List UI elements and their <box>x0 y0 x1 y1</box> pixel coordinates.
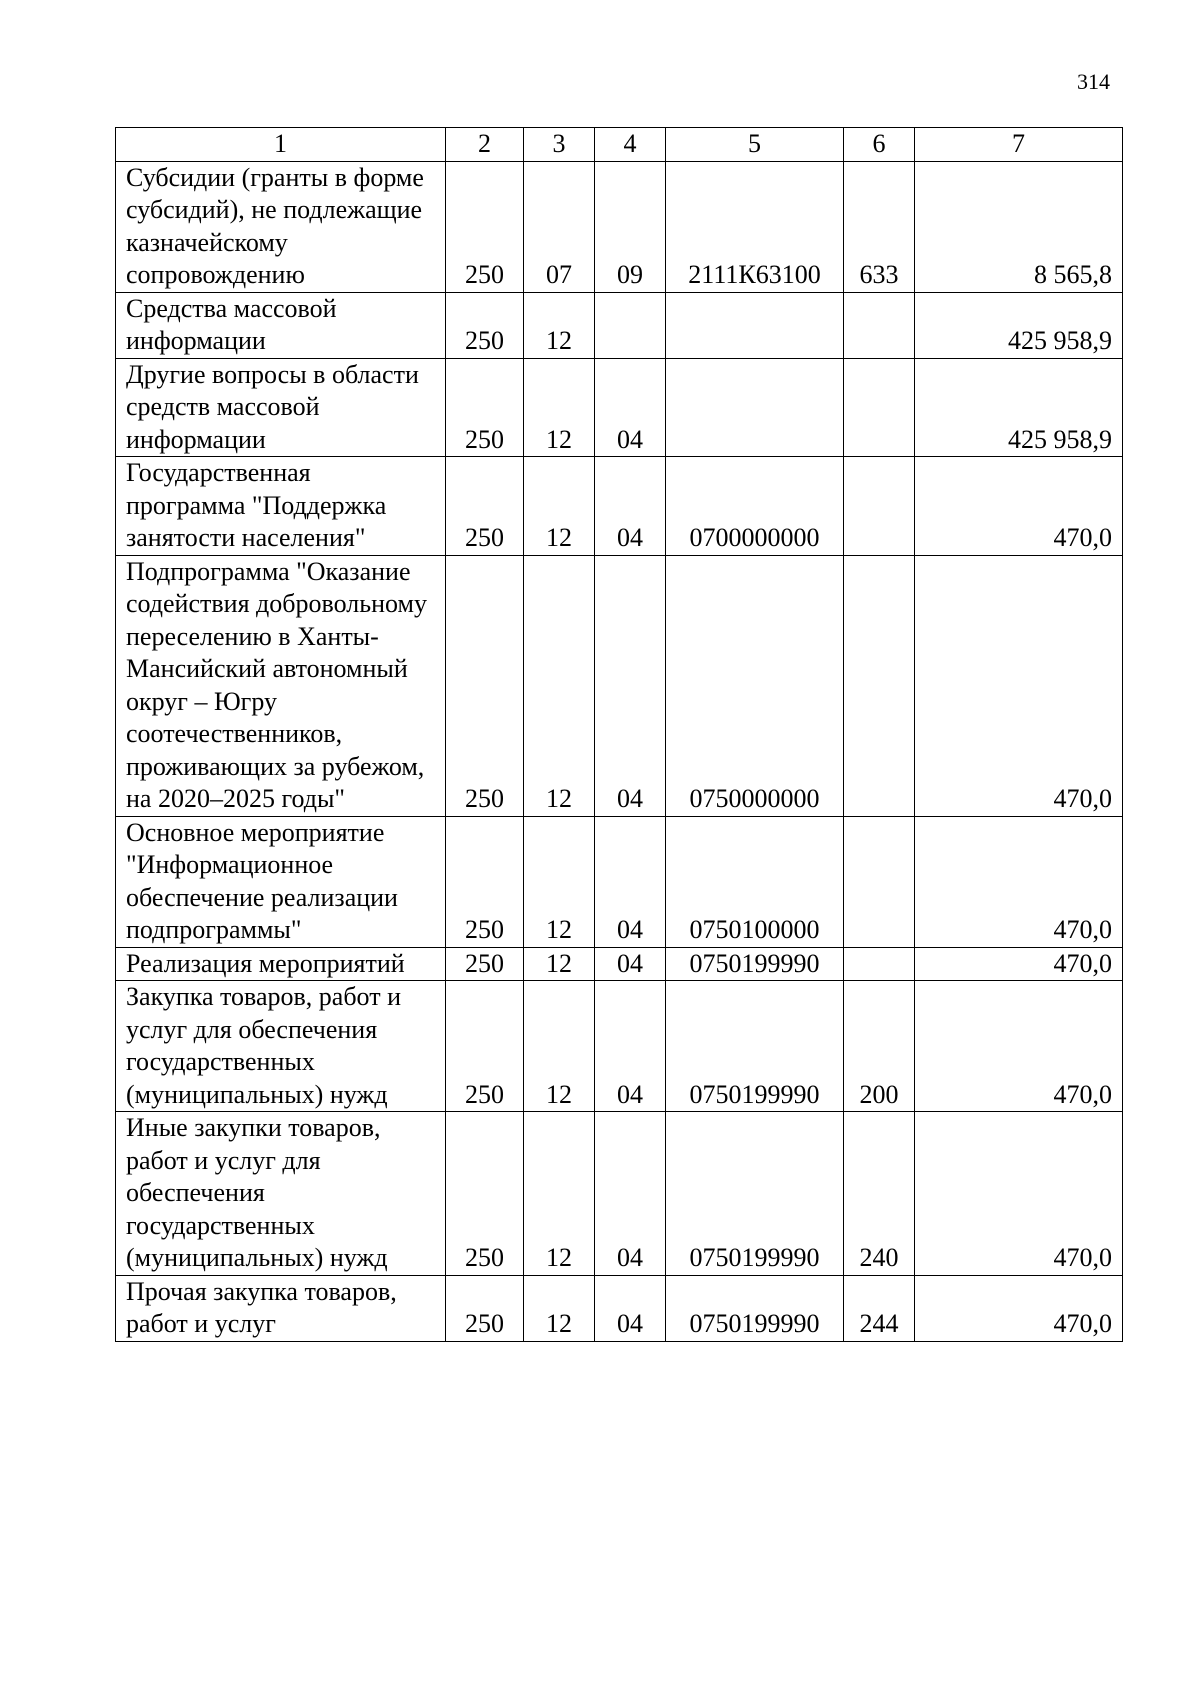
column-header: 1 <box>116 128 446 162</box>
cell-col7: 470,0 <box>915 981 1123 1112</box>
column-header: 3 <box>524 128 595 162</box>
cell-col5: 0750199990 <box>666 947 844 981</box>
table-row <box>116 555 1123 816</box>
cell-col6 <box>844 816 915 947</box>
cell-col3: 12 <box>524 1275 595 1341</box>
cell-col2: 250 <box>446 816 524 947</box>
cell-col3: 12 <box>524 816 595 947</box>
table-row <box>116 457 1123 556</box>
page-number: 314 <box>1077 69 1110 94</box>
cell-col2: 250 <box>446 555 524 816</box>
table-row <box>116 1112 1123 1276</box>
cell-col3: 12 <box>524 292 595 358</box>
cell-col6 <box>844 555 915 816</box>
cell-col2: 250 <box>446 358 524 457</box>
cell-col4: 04 <box>595 816 666 947</box>
cell-col5: 0750100000 <box>666 816 844 947</box>
row-name: Прочая закупка товаров, работ и услуг <box>116 1275 446 1341</box>
table-row <box>116 1275 1123 1341</box>
cell-col5: 0750000000 <box>666 555 844 816</box>
row-name: Другие вопросы в области средств массовой информации <box>116 358 446 457</box>
cell-col6 <box>844 457 915 556</box>
row-name: Средства массовой информации <box>116 292 446 358</box>
cell-col7: 470,0 <box>915 816 1123 947</box>
cell-col6: 244 <box>844 1275 915 1341</box>
cell-col2: 250 <box>446 1275 524 1341</box>
header-row <box>116 128 1123 162</box>
budget-table <box>115 127 1123 1342</box>
cell-col4: 04 <box>595 358 666 457</box>
cell-col3: 12 <box>524 457 595 556</box>
cell-col2: 250 <box>446 457 524 556</box>
column-header: 7 <box>915 128 1123 162</box>
column-header: 6 <box>844 128 915 162</box>
cell-col7: 425 958,9 <box>915 292 1123 358</box>
cell-col6 <box>844 358 915 457</box>
table-row <box>116 947 1123 981</box>
cell-col4 <box>595 292 666 358</box>
cell-col5: 0750199990 <box>666 1112 844 1276</box>
cell-col2: 250 <box>446 1112 524 1276</box>
cell-col3: 12 <box>524 358 595 457</box>
cell-col3: 07 <box>524 161 595 292</box>
cell-col6 <box>844 947 915 981</box>
cell-col7: 8 565,8 <box>915 161 1123 292</box>
cell-col4: 04 <box>595 981 666 1112</box>
cell-col3: 12 <box>524 1112 595 1276</box>
cell-col7: 470,0 <box>915 947 1123 981</box>
cell-col4: 04 <box>595 555 666 816</box>
row-name: Подпрограмма "Оказание содействия добровольному переселению в Ханты-Мансийский автономный округ – Югру соотечественников, проживающих за рубежом, на 2020–2025 годы" <box>116 555 446 816</box>
cell-col7: 470,0 <box>915 1112 1123 1276</box>
cell-col7: 470,0 <box>915 1275 1123 1341</box>
cell-col2: 250 <box>446 161 524 292</box>
cell-col5: 0700000000 <box>666 457 844 556</box>
cell-col2: 250 <box>446 947 524 981</box>
table-row <box>116 981 1123 1112</box>
row-name: Основное мероприятие "Информационное обеспечение реализации подпрограммы" <box>116 816 446 947</box>
cell-col5: 2111К63100 <box>666 161 844 292</box>
table-row <box>116 161 1123 292</box>
cell-col5: 0750199990 <box>666 981 844 1112</box>
cell-col3: 12 <box>524 947 595 981</box>
row-name: Иные закупки товаров, работ и услуг для обеспечения государственных (муниципальных) нужд <box>116 1112 446 1276</box>
column-header: 2 <box>446 128 524 162</box>
cell-col7: 425 958,9 <box>915 358 1123 457</box>
cell-col7: 470,0 <box>915 555 1123 816</box>
cell-col4: 04 <box>595 457 666 556</box>
cell-col4: 04 <box>595 947 666 981</box>
column-header: 4 <box>595 128 666 162</box>
column-header: 5 <box>666 128 844 162</box>
row-name: Государственная программа "Поддержка занятости населения" <box>116 457 446 556</box>
cell-col4: 09 <box>595 161 666 292</box>
cell-col2: 250 <box>446 981 524 1112</box>
row-name: Реализация мероприятий <box>116 947 446 981</box>
cell-col4: 04 <box>595 1275 666 1341</box>
table-row <box>116 358 1123 457</box>
cell-col6: 240 <box>844 1112 915 1276</box>
cell-col3: 12 <box>524 555 595 816</box>
cell-col6: 200 <box>844 981 915 1112</box>
cell-col2: 250 <box>446 292 524 358</box>
cell-col6 <box>844 292 915 358</box>
cell-col5: 0750199990 <box>666 1275 844 1341</box>
cell-col5 <box>666 358 844 457</box>
table-row <box>116 816 1123 947</box>
cell-col5 <box>666 292 844 358</box>
cell-col6: 633 <box>844 161 915 292</box>
row-name: Субсидии (гранты в форме субсидий), не подлежащие казначейскому сопровождению <box>116 161 446 292</box>
row-name: Закупка товаров, работ и услуг для обеспечения государственных (муниципальных) нужд <box>116 981 446 1112</box>
cell-col4: 04 <box>595 1112 666 1276</box>
table-row <box>116 292 1123 358</box>
cell-col7: 470,0 <box>915 457 1123 556</box>
cell-col3: 12 <box>524 981 595 1112</box>
